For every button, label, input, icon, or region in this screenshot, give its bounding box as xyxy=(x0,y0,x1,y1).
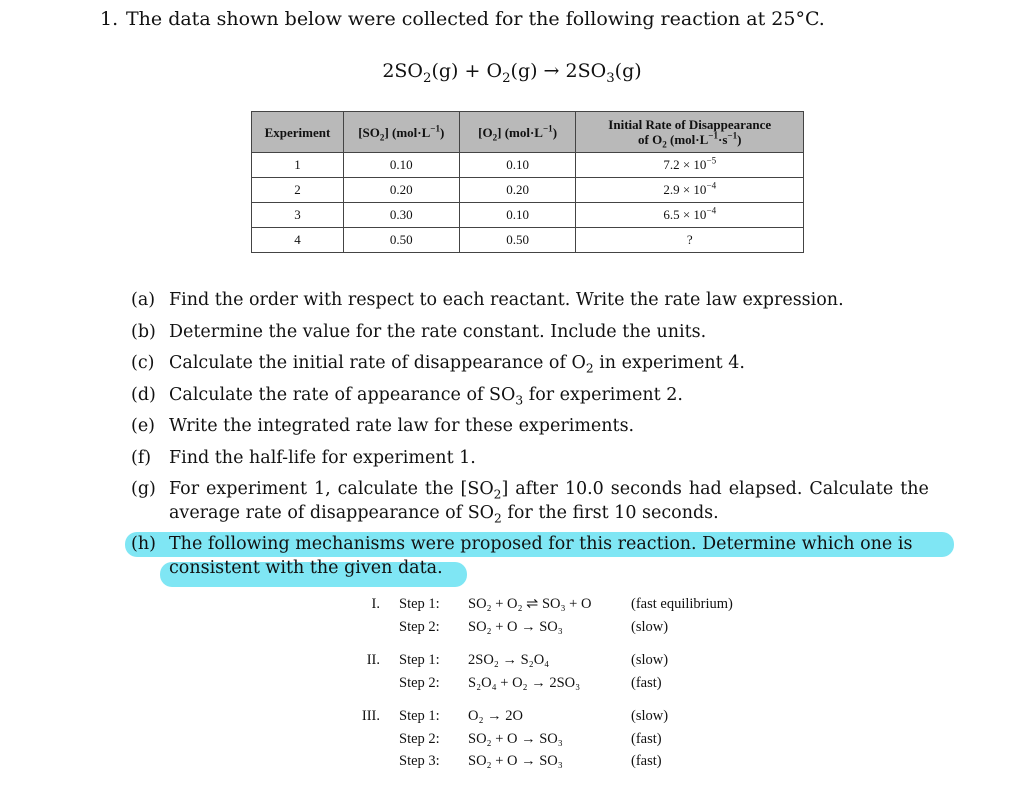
rate-data-table xyxy=(251,111,804,253)
step-speed: (fast equilibrium) xyxy=(631,596,733,612)
step-reaction: SO₂ + O → SO₃ xyxy=(468,753,563,769)
part-text: Determine the value for the rate constant. Include the units. xyxy=(169,322,707,342)
header-so2-concentration: $[SO_2]$ $(mol\cdot L^{-1})$ xyxy=(343,112,459,153)
problem-statement xyxy=(100,8,825,30)
part-label: (a) xyxy=(131,290,156,310)
part-label: (f) xyxy=(131,448,152,468)
table-row xyxy=(252,203,804,228)
step-reaction: 2SO₂ → S₂O₄ xyxy=(468,652,550,668)
step-reaction: SO₂ + O → SO₃ xyxy=(468,731,563,747)
part-text: The following mechanisms were proposed for this reaction. Determine which one is xyxy=(169,534,913,554)
part-label: (h) xyxy=(131,534,156,554)
mechanism-numeral: I. xyxy=(371,596,380,612)
part-text: Calculate the initial rate of disappearance of $O_2$ in experiment 4. xyxy=(169,353,745,376)
step-speed: (slow) xyxy=(631,708,669,724)
part-label: (e) xyxy=(131,416,156,436)
part-text-continued: average rate of disappearance of $SO_2$ for the first 10 seconds. xyxy=(169,503,719,526)
cell-o2: 0.20 xyxy=(459,178,576,203)
header-initial-rate: Initial Rate of Disappearance of $O_2$ $(mol\cdot L^{-1}\cdot s^{-1})$ xyxy=(576,112,804,153)
step-label: Step 1: xyxy=(399,596,440,612)
header-experiment: Experiment xyxy=(252,112,344,153)
cell-so2: 0.20 xyxy=(343,178,459,203)
step-speed: (fast) xyxy=(631,675,662,691)
cell-rate: $2.9 \times 10^{-4}$ xyxy=(576,178,804,203)
step-label: Step 2: xyxy=(399,731,440,747)
step-speed: (slow) xyxy=(631,652,669,668)
cell-so2: 0.30 xyxy=(343,203,459,228)
step-reaction: O₂ → 2O xyxy=(468,708,523,724)
cell-o2: 0.10 xyxy=(459,153,576,178)
cell-experiment: 2 xyxy=(252,178,344,203)
cell-rate: $6.5 \times 10^{-4}$ xyxy=(576,203,804,228)
cell-o2: 0.50 xyxy=(459,228,576,253)
table-header-row xyxy=(252,112,804,153)
step-reaction: S₂O₄ + O₂ → 2SO₃ xyxy=(468,675,581,691)
step-speed: (fast) xyxy=(631,731,662,747)
part-text: Find the half-life for experiment 1. xyxy=(169,448,476,468)
cell-experiment: 1 xyxy=(252,153,344,178)
table-row xyxy=(252,178,804,203)
cell-rate: ? xyxy=(576,228,804,253)
part-text: For experiment 1, calculate the $[SO_2]$ after 10.0 seconds had elapsed. Calculate the xyxy=(169,479,929,502)
table-row xyxy=(252,228,804,253)
mechanism-numeral: II. xyxy=(366,652,380,668)
part-label: (c) xyxy=(131,353,155,373)
part-text: Write the integrated rate law for these experiments. xyxy=(169,416,635,436)
step-label: Step 2: xyxy=(399,619,440,635)
cell-experiment: 3 xyxy=(252,203,344,228)
reaction-equation: $2SO_2(g) + O_2(g) \to 2SO_3(g)$ xyxy=(382,60,642,86)
header-o2-concentration: $[O_2]$ $(mol\cdot L^{-1})$ xyxy=(459,112,576,153)
mechanism-numeral: III. xyxy=(361,708,380,724)
part-label: (g) xyxy=(131,479,156,499)
step-label: Step 2: xyxy=(399,675,440,691)
step-label: Step 1: xyxy=(399,652,440,668)
part-label: (b) xyxy=(131,322,156,342)
cell-experiment: 4 xyxy=(252,228,344,253)
part-text-continued: consistent with the given data. xyxy=(169,558,443,578)
table-row xyxy=(252,153,804,178)
part-text: Calculate the rate of appearance of $SO_3$ for experiment 2. xyxy=(169,385,683,408)
step-label: Step 3: xyxy=(399,753,440,769)
step-reaction: SO₂ + O → SO₃ xyxy=(468,619,563,635)
part-text: Find the order with respect to each reactant. Write the rate law expression. xyxy=(169,290,844,310)
cell-so2: 0.10 xyxy=(343,153,459,178)
problem-intro: The data shown below were collected for the following reaction at 25°C. xyxy=(126,8,825,30)
problem-number: 1. xyxy=(100,8,119,30)
cell-o2: 0.10 xyxy=(459,203,576,228)
step-speed: (slow) xyxy=(631,619,669,635)
step-reaction: SO₂ + O₂ ⇌ SO₃ + O xyxy=(468,596,592,612)
cell-rate: $7.2 \times 10^{-5}$ xyxy=(576,153,804,178)
cell-so2: 0.50 xyxy=(343,228,459,253)
step-speed: (fast) xyxy=(631,753,662,769)
step-label: Step 1: xyxy=(399,708,440,724)
part-label: (d) xyxy=(131,385,156,405)
